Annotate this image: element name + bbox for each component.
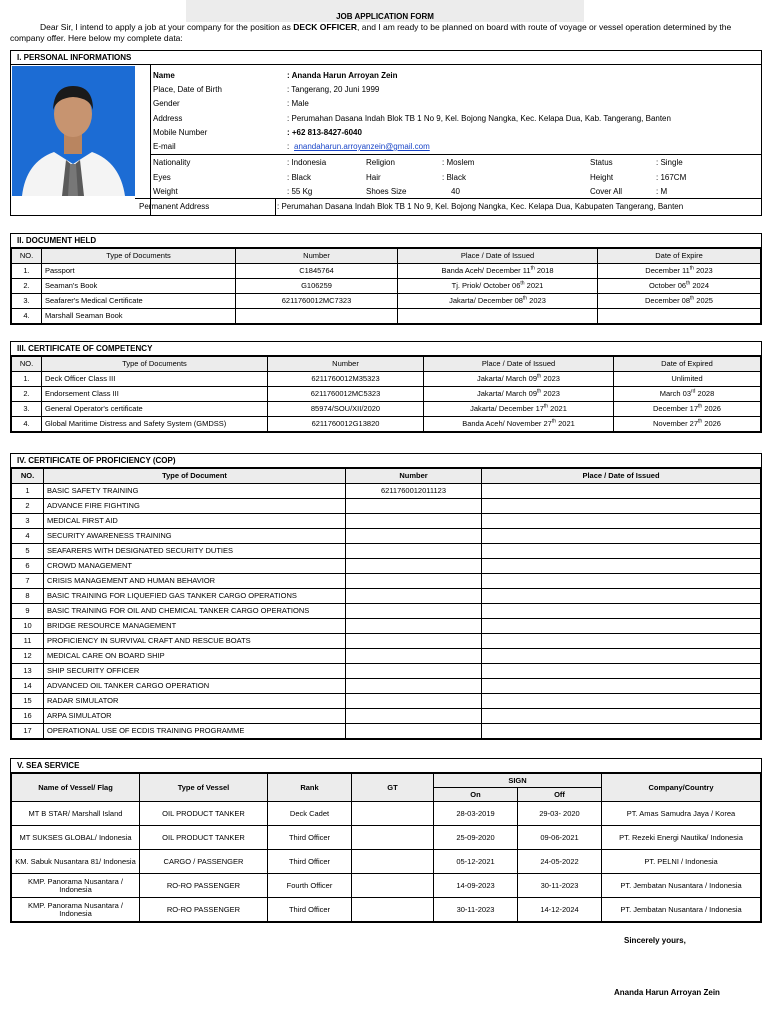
sea-col-gt: GT xyxy=(352,774,434,802)
table-row: 1. Deck Officer Class III 6211760012M35323 Jakarta/ March 09th 2023 Unlimited xyxy=(12,372,761,387)
sea-col-rank: Rank xyxy=(268,774,352,802)
table-row: 9 BASIC TRAINING FOR OIL AND CHEMICAL TANKER CARGO OPERATIONS xyxy=(12,604,761,619)
religion-value: : Moslem xyxy=(442,158,475,167)
mobile-value: : +62 813-8427-6040 xyxy=(287,128,362,137)
doc-col-expire: Date of Expire xyxy=(598,249,761,264)
table-row: 3. General Operator's certificate 85974/SOU/XII/2020 Jakarta/ December 17th 2021 December 17th 2026 xyxy=(12,402,761,417)
weight-label: Weight xyxy=(153,187,178,196)
name-label: Name xyxy=(153,71,175,80)
email-colon: : xyxy=(287,142,290,151)
shoes-value: 40 xyxy=(451,187,460,196)
table-row: MT B STAR/ Marshall Island OIL PRODUCT TANKER Deck Cadet 28-03-2019 29-03- 2020 PT. Amas Samudra Jaya / Korea xyxy=(12,802,761,826)
cop-col-type: Type of Document xyxy=(44,469,346,484)
name-value: : Ananda Harun Arroyan Zein xyxy=(287,71,398,80)
table-row: 16 ARPA SIMULATOR xyxy=(12,709,761,724)
form-title: JOB APPLICATION FORM xyxy=(186,0,584,22)
cert-col-type: Type of Documents xyxy=(42,357,268,372)
doc-col-place: Place / Date of Issued xyxy=(398,249,598,264)
shoes-label: Shoes Size xyxy=(366,187,407,196)
height-label: Height xyxy=(590,173,614,182)
table-row: 2 ADVANCE FIRE FIGHTING xyxy=(12,499,761,514)
personal-section xyxy=(10,50,762,216)
applicant-photo xyxy=(12,66,135,196)
table-row: 4. Marshall Seaman Book xyxy=(12,309,761,324)
table-row: KMP. Panorama Nusantara / Indonesia RO-RO PASSENGER Third Officer 30-11-2023 14-12-2024 PT. Jembatan Nusantara / Indonesia xyxy=(12,898,761,922)
personal-section-title: I. PERSONAL INFORMATIONS xyxy=(11,51,761,65)
nationality-value: : Indonesia xyxy=(287,158,327,167)
mobile-label: Mobile Number xyxy=(153,128,208,137)
table-row: 6 CROWD MANAGEMENT xyxy=(12,559,761,574)
documents-section xyxy=(10,233,762,325)
cop-col-number: Number xyxy=(346,469,482,484)
birth-label: Place, Date of Birth xyxy=(153,85,222,94)
table-row: 13 SHIP SECURITY OFFICER xyxy=(12,664,761,679)
gender-label: Gender xyxy=(153,99,180,108)
hair-label: Hair xyxy=(366,173,381,182)
gender-value: : Male xyxy=(287,99,309,108)
table-row: 5 SEAFARERS WITH DESIGNATED SECURITY DUTIES xyxy=(12,544,761,559)
email-label: E-mail xyxy=(153,142,176,151)
documents-section-title: II. DOCUMENT HELD xyxy=(11,234,761,248)
eyes-value: : Black xyxy=(287,173,312,182)
cert-col-expire: Date of Expired xyxy=(614,357,761,372)
cert-col-place: Place / Date of Issued xyxy=(424,357,614,372)
doc-col-type: Type of Documents xyxy=(42,249,236,264)
table-row: 15 RADAR SIMULATOR xyxy=(12,694,761,709)
sea-col-type: Type of Vessel xyxy=(140,774,268,802)
table-row: 4 SECURITY AWARENESS TRAINING xyxy=(12,529,761,544)
competency-section xyxy=(10,341,762,433)
table-row: 1. Passport C1845764 Banda Aceh/ December 11th 2018 December 11th 2023 xyxy=(12,264,761,279)
religion-label: Religion xyxy=(366,158,395,167)
weight-value: : 55 Kg xyxy=(287,187,313,196)
height-value: : 167CM xyxy=(656,173,687,182)
doc-col-number: Number xyxy=(236,249,398,264)
sea-service-table xyxy=(11,773,761,922)
table-row: 2. Seaman's Book G106259 Tj. Priok/ October 06th 2021 October 06th 2024 xyxy=(12,279,761,294)
table-row: 17 OPERATIONAL USE OF ECDIS TRAINING PROGRAMME xyxy=(12,724,761,739)
competency-section-title: III. CERTIFICATE OF COMPETENCY xyxy=(11,342,761,356)
table-row: 14 ADVANCED OIL TANKER CARGO OPERATION xyxy=(12,679,761,694)
birth-value: : Tangerang, 20 Juni 1999 xyxy=(287,85,380,94)
sea-service-section xyxy=(10,758,762,923)
table-row: KMP. Panorama Nusantara / Indonesia RO-RO PASSENGER Fourth Officer 14-09-2023 30-11-2023 PT. Jembatan Nusantara / Indonesia xyxy=(12,874,761,898)
sea-col-vessel: Name of Vessel/ Flag xyxy=(12,774,140,802)
cover-label: Cover All xyxy=(590,187,623,196)
status-value: : Single xyxy=(656,158,683,167)
permanent-address-label: Permanent Address xyxy=(139,202,210,211)
sincerely-text: Sincerely yours, xyxy=(624,936,686,945)
table-row: 12 MEDICAL CARE ON BOARD SHIP xyxy=(12,649,761,664)
cop-col-no: NO. xyxy=(12,469,44,484)
table-row: 10 BRIDGE RESOURCE MANAGEMENT xyxy=(12,619,761,634)
table-row: 8 BASIC TRAINING FOR LIQUEFIED GAS TANKER CARGO OPERATIONS xyxy=(12,589,761,604)
sea-service-section-title: V. SEA SERVICE xyxy=(11,759,761,773)
table-row: 7 CRISIS MANAGEMENT AND HUMAN BEHAVIOR xyxy=(12,574,761,589)
table-row: 3. Seafarer's Medical Certificate 6211760012MC7323 Jakarta/ December 08th 2023 December 08th 2025 xyxy=(12,294,761,309)
sea-col-off: Off xyxy=(518,788,602,802)
cert-col-no: NO. xyxy=(12,357,42,372)
proficiency-section xyxy=(10,453,762,740)
intro-paragraph: Dear Sir, I intend to apply a job at your company for the position as DECK OFFICER, and I am ready to be planned on board with route of voyage or vessel operation determined by the company offer. Here below my complete data: xyxy=(10,22,732,43)
signature-name: Ananda Harun Arroyan Zein xyxy=(614,988,720,997)
sea-col-sign: SIGN xyxy=(434,774,602,788)
eyes-label: Eyes xyxy=(153,173,171,182)
permanent-address-value: : Perumahan Dasana Indah Blok TB 1 No 9, Kel. Bojong Nangka, Kec. Kelapa Dua, Kabupaten Tangerang, Banten xyxy=(277,202,684,211)
table-row: MT SUKSES GLOBAL/ Indonesia OIL PRODUCT TANKER Third Officer 25-09-2020 09-06-2021 PT. Rezeki Energi Nautika/ Indonesia xyxy=(12,826,761,850)
table-row: 4. Global Maritime Distress and Safety System (GMDSS) 6211760012G13820 Banda Aceh/ November 27th 2021 November 27th 2026 xyxy=(12,417,761,432)
status-label: Status xyxy=(590,158,613,167)
competency-table xyxy=(11,356,761,432)
hair-value: : Black xyxy=(442,173,467,182)
table-row: 11 PROFICIENCY IN SURVIVAL CRAFT AND RESCUE BOATS xyxy=(12,634,761,649)
person-photo-icon xyxy=(12,66,135,196)
proficiency-section-title: IV. CERTIFICATE OF PROFICIENCY (COP) xyxy=(11,454,761,468)
nationality-label: Nationality xyxy=(153,158,191,167)
doc-col-no: NO. xyxy=(12,249,42,264)
email-link[interactable]: anandaharun.arroyanzein@gmail.com xyxy=(294,142,430,151)
table-row: 1 BASIC SAFETY TRAINING 6211760012011123 xyxy=(12,484,761,499)
proficiency-table xyxy=(11,468,761,739)
documents-table xyxy=(11,248,761,324)
sea-col-on: On xyxy=(434,788,518,802)
address-value: : Perumahan Dasana Indah Blok TB 1 No 9, Kel. Bojong Nangka, Kec. Kelapa Dua, Kab. Tangerang, Banten xyxy=(287,114,671,123)
table-row: 2. Endorsement Class III 6211760012MC5323 Jakarta/ March 09th 2023 March 03rd 2028 xyxy=(12,387,761,402)
address-label: Address xyxy=(153,114,183,123)
table-row: KM. Sabuk Nusantara 81/ Indonesia CARGO / PASSENGER Third Officer 05-12-2021 24-05-2022 PT. PELNI / Indonesia xyxy=(12,850,761,874)
table-row: 3 MEDICAL FIRST AID xyxy=(12,514,761,529)
cop-col-place: Place / Date of Issued xyxy=(482,469,761,484)
cert-col-number: Number xyxy=(268,357,424,372)
cover-value: : M xyxy=(656,187,668,196)
sea-col-company: Company/Country xyxy=(602,774,761,802)
